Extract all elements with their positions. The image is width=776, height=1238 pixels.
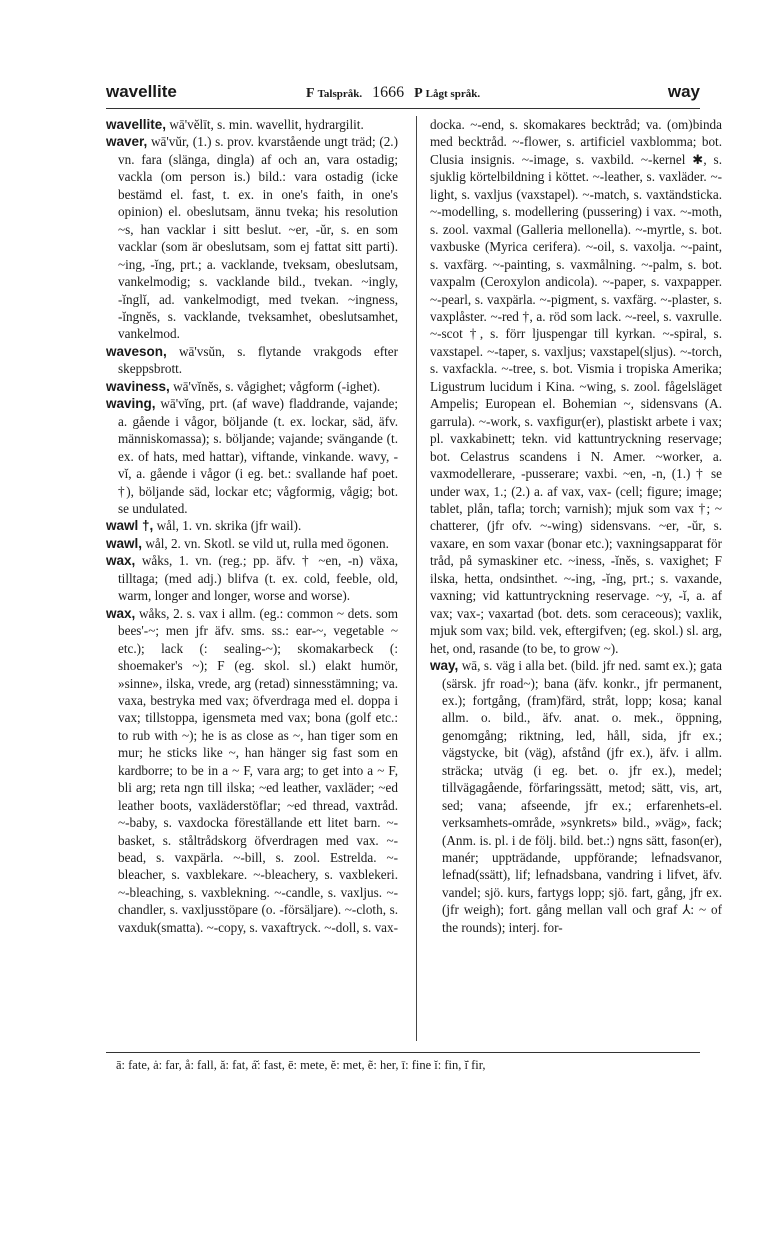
entry-text: wā'vŭr, (1.) s. prov. kvarstående ungt träd; (2.) vn. fara (slänga, dingla) af och an, vara ostadig; vackla (om person is.) bild.: vara ostadig (icke bestämd el. fast, t. ex. in one's faith, in one's opinion) el. obeslutsam, ännu tveka; his resolution ~s, han vacklar i sitt beslut. ~er, -ŭr, s. en som vacklar (som är obeslutsam, som ej fattat sitt parti). ~ing, -ĭng, prt.; a. vacklande, tveksam, obeslutsam, vankelmodig; s. vacklande bild., tvekan. ~ingly, -ĭnglĭ, ad. vankelmodigt, med tvekan. ~ingness, -ĭngnĕs, s. vacklande, tveksamhet, obeslutsamhet, vankelmod. (118, 134, 398, 342)
headword: waver, (106, 134, 148, 150)
headword: waviness, (106, 378, 170, 394)
entry-text: wā'vĭng, prt. (af wave) fladdrande, vajande; a. gående i vågor, böljande (t. ex. lockar, säd, äfv. människomassa); s. böljande; vajande; svängande (t. ex. of hats, med hattar), viftande, vinkande. wavy, -vĭ, a. gående i vågor (i eg. bet.: svallande haf poet. †), böljande säd, lockar etc; vågformig, vågig; bot. se undulated. (118, 396, 398, 516)
dictionary-entry (106, 378, 398, 395)
entry-text: wål, 1. vn. skrika (jfr wail). (153, 518, 302, 534)
entry-text: wåks, 2. s. vax i allm. (eg.: common ~ dets. som bees'-~; men jfr äfv. sms. ss.: ear-~, vegetable ~ etc.); lack (: sealing-~); skomakarbeck (: shoemaker's ~); F (eg. skol. sl.) elakt humör, »sinne», ilska, vrede, arg (retad) sinnesstämning; va. vaxa, bestryka med vax; öfverdraga med el. doppa i vax; tillstoppa, igensmeta med vax; bona (golf etc.: to rub with ~); he is as close as ~, han tiger som en mur; he sticks like ~, han hänger sig fast som en kardborre; to be in a ~ F, vara arg; to get into a ~ F, bli arg; reta ngn till ilska; ~ed leather, vaxläder; ~ed leather boots, vaxläderstöflar; ~ed thread, vaxtråd. ~-baby, s. vaxdocka föreställande ett litet barn. ~-basket, s. ståltrådskorg öfverdragen med vax. ~-bead, s. vaxpärla. ~-bill, s. zool. Estrelda. ~-bleacher, s. vaxblekare. ~-bleachery, s. vaxblekeri. ~-bleaching, s. vaxblekning. ~-candle, s. vaxljus. ~-chandler, s. vaxljusstöpare (o. -försäljare). ~-cloth, s. vaxduk(smatta). ~-copy, s. vaxaftryck. ~-doll, s. vax- (118, 605, 398, 935)
headword: waving, (106, 396, 156, 412)
dictionary-entry-continued (430, 116, 722, 657)
dictionary-entry (430, 657, 722, 936)
header-rule (106, 108, 700, 109)
page-header (106, 82, 700, 106)
left-column (106, 116, 398, 1041)
pronunciation-key: ā: fate, ȧ: far, å: fall, ă: fat, ȧ̆: fast, ē: mete, ĕ: met, ẽ: her, ī: fine ĭ: fin, ĭ̇ fir, (116, 1058, 486, 1072)
talsprak-marker: F (306, 86, 315, 101)
talsprak-label: Talspråk. (317, 88, 363, 100)
entry-text: wåks, 1. vn. (reg.; pp. äfv. † ~en, -n) växa, tilltaga; (med adj.) blifva (t. ex. cold, feeble, old, warm, longer and longer, worse and worse). (118, 553, 398, 604)
headword: waveson, (106, 343, 167, 359)
entry-text: docka. ~-end, s. skomakares becktråd; va. (om)binda med becktråd. ~-flower, s. artificiel vaxblomma; bot. Clusia insignis. ~-image, s. vaxbild. ~-kernel ✱, s. sjuklig körtelbildning i köttet. ~-leather, s. vaxläder. ~-light, s. vaxljus (vaxstapel). ~-match, s. vaxtändsticka. ~-modelling, s. modellering (pussering) i vax. ~-moth, s. zool. vaxmal (Galleria mellonella). ~-myrtle, s. bot. vaxbuske (Myrica cerifera). ~-oil, s. vaxolja. ~-paint, s. vaxfärg. ~-painting, s. vaxmålning. ~-palm, s. bot. vaxpalm (Ceroxylon andicola). ~-paper, s. vaxpapper. ~-pearl, s. vaxpärla. ~-pigment, s. vaxfärg. ~-plaster, s. vaxplåster. ~-red †, a. röd som lack. ~-reel, s. vaxrulle. ~-scot †, s. förr ljuspengar till kyrkan. ~-spiral, s. vaxstapel. ~-taper, s. vaxljus; vaxstapel(sljus). ~-torch, s. vaxfackla. ~-tree, s. bot. Vismia i tropiska Amerika; Ligustrum lucidum i Kina. ~wing, s. zool. fågelsläget Ampelis; European el. Bohemian ~, sidensvans (A. garrula). ~-work, s. vaxfigur(er), plastiskt arbete i vax; pl. vaxkabinett; tekn. vid kattuntryckning reservage; bot. Celastrus scandens i N. Amer. ~worker, a. vaxmodellerare, -pusserare; vaxbi. ~en, -n, (1.) † se under wax, 1.; (2.) a. af vax, vax- (cell; figure; image; tablet, plån, tafla; torch; varnish); mjuk som vax †; ~ chatterer, (jfr ofv. ~-wing) sidensvans. ~er, -ŭr, s. vaxare, en som vaxar (bonar etc.); vaxningsapparat för tråd, på symaskiner etc. ~iness, -ĭnĕs, s. vaxighet; F ilska, hetta, ondsinthet. ~-ing, -ĭng, prt.; s. vaxande, vaxning; vid kattuntryckning reservage. ~y, -ĭ, a. af vax; vax-; vaxartad (bot. dets. som ceraceous); vaxlik, mjuk som vax; bild. vek, eftergifven; (eg. skol.) sl. arg, het, ond, rasande (to be, to grow ~). (430, 117, 722, 656)
header-center (306, 84, 480, 102)
footer-rule (106, 1052, 700, 1053)
dictionary-entry (106, 517, 398, 534)
entry-text: wā, s. väg i alla bet. (bild. jfr ned. samt ex.); gata (särsk. jfr road~); bana (äfv. konkr., jfr permanent, ex.); fortgång, (fram)färd, stråt, lopp; kosa; kanal allm. o. bild., äfv. anat. o. mek., öppning, genomgång; riktning, led, håll, sida, jfr ex.; vägstycke, bit (väg), afstånd (jfr ex.), äfv. i allm. sträcka; utväg (i eg. bet. o. jfr ex.), medel; tillvägagående, förfaringssätt, metod; sätt, vis, art, sed; vana; afseende, jfr ex.; erfarenhets-el. verksamhets-område, »synkrets» bild., »väg», fack; (Anm. is. pl. i de följ. bild. bet.:) ngns sätt, fason(er), manér; uppträdande, uppförande; lefnadsvanor, lefnad(ssätt), lif; lefnadsbana, vandring i lifvet, äfv. vandel; sjö. kurs, fartygs lopp; sjö. fart, gång, jfr ex. (jfr weigh); fort. gång mellan vall och graf ⅄: ~ of the rounds); interj. for- (442, 658, 722, 935)
dictionary-entry (106, 605, 398, 937)
headword: wax, (106, 605, 136, 621)
dictionary-entry (106, 133, 398, 342)
entry-text: wā'vĭnĕs, s. vågighet; vågform (-ighet). (169, 378, 381, 394)
dictionary-entry (106, 552, 398, 604)
dictionary-entry (106, 535, 398, 552)
dictionary-entry (106, 116, 398, 133)
guide-word-right: way (667, 82, 700, 101)
entry-text: wā'vĕlīt, s. min. wavellit, hydrargilit. (166, 117, 364, 132)
headword: way, (430, 658, 459, 674)
headword: wax, (106, 553, 136, 569)
dictionary-entry (106, 395, 398, 517)
page-number: 1666 (372, 84, 405, 101)
dictionary-entry (106, 343, 398, 378)
entry-text: wā'vsŭn, s. flytande vrakgods efter skeppsbrott. (118, 343, 398, 377)
column-divider (416, 116, 417, 1041)
headword: wawl †, (106, 518, 154, 534)
right-column (430, 116, 722, 1041)
headword: wavellite, (106, 117, 167, 132)
headword: wawl, (106, 535, 143, 551)
guide-word-left: wavellite (106, 82, 177, 101)
lagt-sprak-label: Lågt språk. (425, 88, 481, 100)
entry-text: wål, 2. vn. Skotl. se vild ut, rulla med ögonen. (142, 535, 389, 551)
lagt-sprak-marker: P (414, 86, 423, 101)
